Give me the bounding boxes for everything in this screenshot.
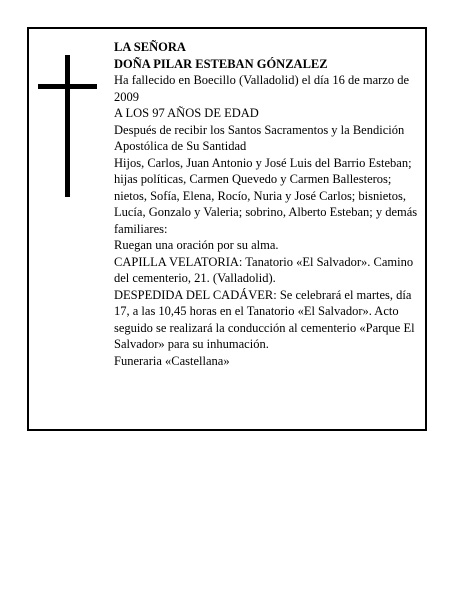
title-line: LA SEÑORA (114, 40, 186, 54)
chapel-line: CAPILLA VELATORIA: Tanatorio «El Salvador». Camino del cementerio, 21. (Valladolid). (114, 254, 414, 285)
death-line: Ha fallecido en Boecillo (Valladolid) el día 16 de marzo de 2009 (114, 73, 410, 104)
family-line: Hijos, Carlos, Juan Antonio y José Luis del Barrio Esteban; hijas políticas, Carmen Quevedo y Carmen Ballesteros; nietos, Sofía, Elena, Rocío, Nuria y José Carlos; bisnietos, Lucía, Gonzalo y Valeria; sobrino, Alberto Esteban; y demás familiares: (114, 155, 418, 236)
age-line: A LOS 97 AÑOS DE EDAD (114, 106, 259, 120)
cross-horizontal-bar (38, 84, 97, 89)
deceased-name: DOÑA PILAR ESTEBAN GÓNZALEZ (114, 56, 328, 71)
obituary-text (114, 39, 426, 369)
prayer-line: Ruegan una oración por su alma. (114, 238, 279, 252)
sacraments-line: Después de recibir los Santos Sacramentos y la Bendición Apostólica de Su Santidad (114, 122, 405, 153)
cross-vertical-bar (65, 55, 70, 197)
funeral-home-line: Funeraria «Castellana» (114, 353, 230, 368)
farewell-line: DESPEDIDA DEL CADÁVER: Se celebrará el martes, día 17, a las 10,45 horas en el Tanatorio «El Salvador». Acto seguido se realizará la conducción al cementerio «Parque El Salvador» para su inhumación. (114, 287, 415, 351)
